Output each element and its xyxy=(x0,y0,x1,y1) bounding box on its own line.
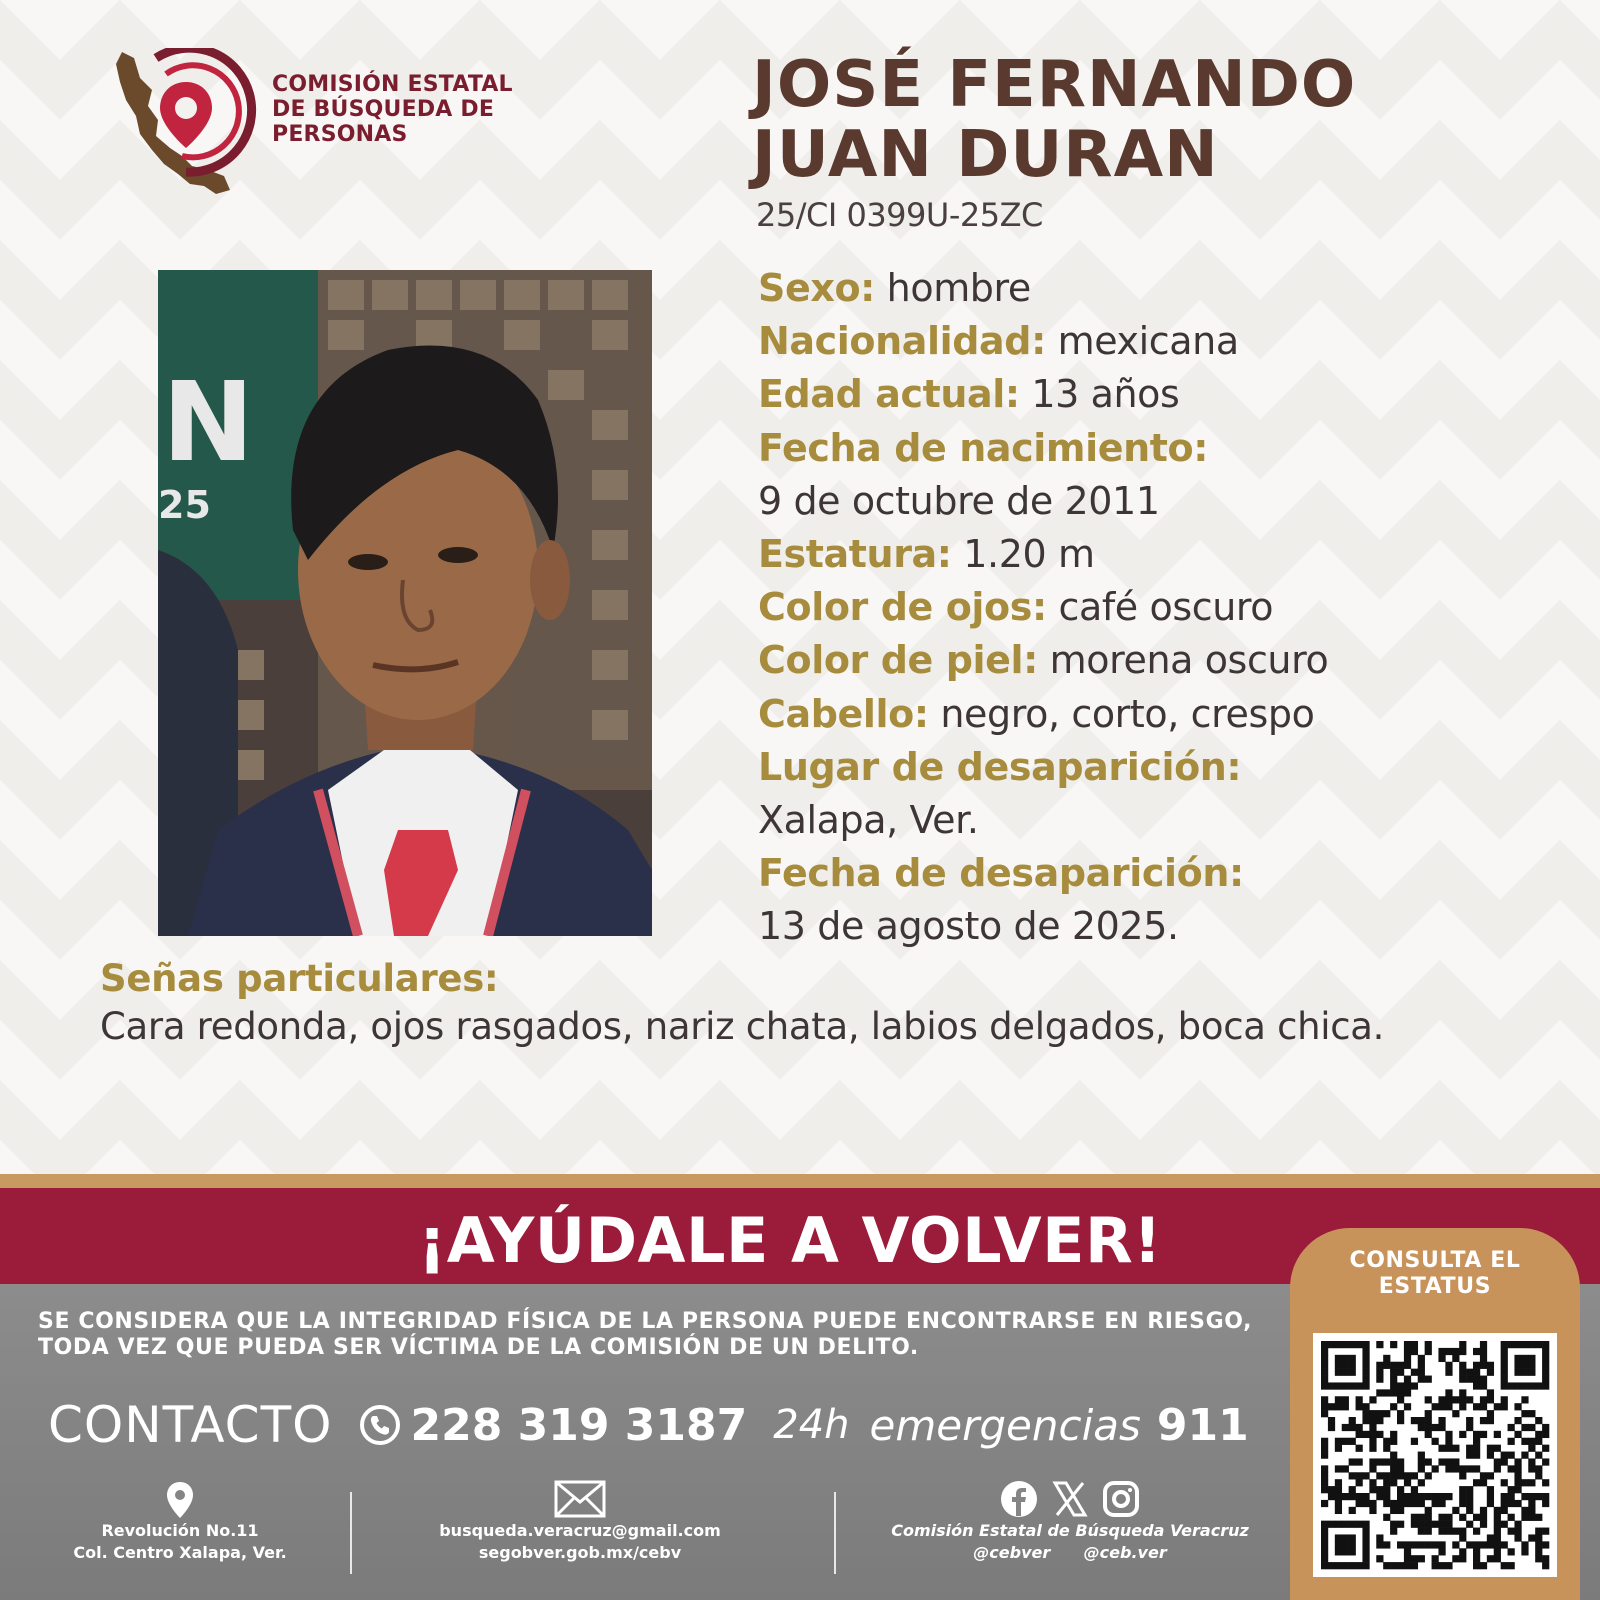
qr-title-line-2: ESTATUS xyxy=(1378,1274,1492,1299)
instagram-icon[interactable] xyxy=(1102,1480,1140,1518)
gold-divider xyxy=(0,1174,1600,1188)
email-link[interactable]: busqueda.veracruz@gmail.com xyxy=(439,1521,721,1540)
person-details xyxy=(758,262,1578,953)
detail-lugar-value xyxy=(758,794,1578,847)
emergencias-label: emergencias xyxy=(869,1400,1141,1450)
marks-label: Señas particulares: xyxy=(100,957,499,1000)
address-line-1: Revolución No.11 xyxy=(101,1521,259,1540)
fecha-label: Fecha de desaparición: xyxy=(758,851,1244,896)
detail-cabello xyxy=(758,688,1578,741)
sexo-label: Sexo: xyxy=(758,266,875,310)
nacimiento-value: 9 de octubre de 2011 xyxy=(758,478,1160,523)
missing-person-name xyxy=(752,50,1572,190)
ojos-value: café oscuro xyxy=(1058,585,1274,630)
piel-value: morena oscuro xyxy=(1049,638,1329,683)
marks-text: Cara redonda, ojos rasgados, nariz chata, labios delgados, boca chica. xyxy=(100,1005,1385,1048)
sexo-value: hombre xyxy=(886,266,1031,310)
cabello-value: negro, corto, crespo xyxy=(940,691,1315,736)
detail-nacionalidad xyxy=(758,315,1578,368)
warning-line-2: TODA VEZ QUE PUEDA SER VÍCTIMA DE LA COMISIÓN DE UN DELITO. xyxy=(38,1335,919,1360)
detail-nacimiento-label xyxy=(758,422,1578,475)
hours-label: 24h xyxy=(773,1402,850,1448)
detail-fecha-label xyxy=(758,847,1578,900)
handle-ceb-ver[interactable]: @ceb.ver xyxy=(1083,1543,1167,1562)
x-icon[interactable] xyxy=(1052,1480,1088,1518)
contact-label: CONTACTO xyxy=(48,1396,333,1454)
name-line-2: JUAN DURAN xyxy=(752,118,1219,192)
social-icons xyxy=(880,1480,1260,1520)
name-line-1: JOSÉ FERNANDO xyxy=(752,48,1357,122)
detail-fecha-value xyxy=(758,900,1578,953)
detail-lugar-label xyxy=(758,741,1578,794)
qr-title xyxy=(1290,1248,1580,1300)
web-link[interactable]: segobver.gob.mx/cebv xyxy=(478,1543,682,1562)
fecha-value: 13 de agosto de 2025. xyxy=(758,904,1179,949)
phone-number[interactable]: 228 319 3187 xyxy=(410,1399,748,1451)
contact-row xyxy=(48,1390,1249,1460)
footer-email xyxy=(420,1480,740,1564)
nacionalidad-value: mexicana xyxy=(1057,319,1239,364)
slogan-text: ¡AYÚDALE A VOLVER! xyxy=(418,1204,1162,1277)
lugar-value: Xalapa, Ver. xyxy=(758,797,979,842)
edad-value: 13 años xyxy=(1031,372,1180,417)
case-folio: 25/CI 0399U-25ZC xyxy=(756,196,1043,234)
handle-cebver[interactable]: @cebver xyxy=(973,1543,1051,1562)
footer-address xyxy=(60,1480,300,1564)
footer-divider-2 xyxy=(834,1492,836,1574)
commission-logo xyxy=(112,48,532,198)
social-name: Comisión Estatal de Búsqueda Veracruz xyxy=(891,1521,1249,1540)
piel-label: Color de piel: xyxy=(758,638,1038,683)
qr-title-line-1: CONSULTA EL xyxy=(1349,1248,1521,1273)
warning-line-1: SE CONSIDERA QUE LA INTEGRIDAD FÍSICA DE LA PERSONA PUEDE ENCONTRARSE EN RIESGO, xyxy=(38,1309,1253,1334)
facebook-icon[interactable] xyxy=(1000,1480,1038,1518)
edad-label: Edad actual: xyxy=(758,372,1020,417)
detail-sexo xyxy=(758,262,1578,315)
estatura-value: 1.20 m xyxy=(963,531,1095,576)
estatura-label: Estatura: xyxy=(758,531,952,576)
social-handles xyxy=(880,1542,1260,1564)
risk-warning xyxy=(38,1309,1278,1361)
svg-text:25: 25 xyxy=(158,483,211,527)
logo-line-3: PERSONAS xyxy=(272,122,408,147)
detail-nacimiento-value xyxy=(758,475,1578,528)
lugar-label: Lugar de desaparición: xyxy=(758,744,1242,789)
envelope-icon xyxy=(420,1480,740,1520)
emergency-number[interactable]: 911 xyxy=(1156,1399,1249,1451)
footer-social xyxy=(880,1480,1260,1564)
qr-code[interactable] xyxy=(1313,1333,1557,1577)
person-photo xyxy=(158,270,652,936)
address-line-2: Col. Centro Xalapa, Ver. xyxy=(73,1543,287,1562)
detail-piel xyxy=(758,634,1578,687)
detail-estatura xyxy=(758,528,1578,581)
nacionalidad-label: Nacionalidad: xyxy=(758,319,1046,364)
svg-text:N: N xyxy=(162,358,255,486)
detail-ojos xyxy=(758,581,1578,634)
ojos-label: Color de ojos: xyxy=(758,585,1047,630)
logo-line-1: COMISIÓN ESTATAL xyxy=(272,72,513,97)
cabello-label: Cabello: xyxy=(758,691,929,736)
distinguishing-marks xyxy=(100,955,1560,1051)
detail-edad xyxy=(758,368,1578,421)
phone-icon xyxy=(360,1405,400,1445)
commission-name xyxy=(272,72,542,147)
logo-line-2: DE BÚSQUEDA DE xyxy=(272,97,495,122)
nacimiento-label: Fecha de nacimiento: xyxy=(758,425,1209,470)
veracruz-map-pin-icon xyxy=(112,48,262,198)
location-pin-icon xyxy=(60,1480,300,1520)
footer-divider-1 xyxy=(350,1492,352,1574)
